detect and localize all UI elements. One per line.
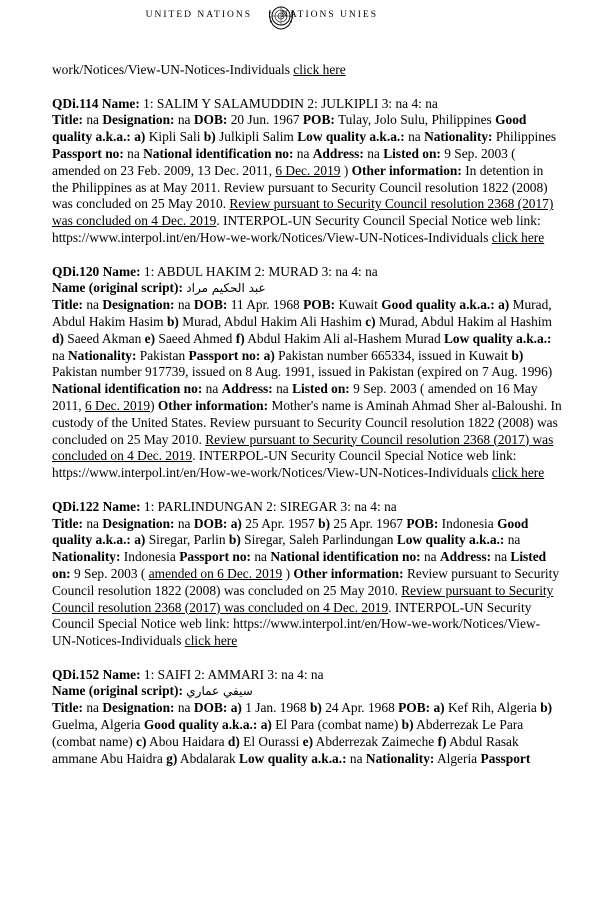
address-label: Address: [312,145,364,161]
alias-marker: e) [302,733,314,749]
alias-value: El Ourassi [239,733,303,749]
dob-marker: a) [230,515,242,531]
pob-value: Kef Rih, Algeria [444,700,541,716]
passport-label: Passport [480,750,531,766]
alias-value: Saeed Ahmed [155,330,236,346]
listed-on-end: ) [340,162,352,178]
other-info-end: . INTERPOL-UN Security Council Special Notice web link: https://www.interpol.int/en/How-we-work/Notices/View-UN-Notices-Individuals [52,213,541,245]
click-here-link[interactable]: click here [184,633,238,649]
passport-value: Pakistan number 917739, issued on 8 Aug. 1991, issued in Pakistan (expired on 7 Aug. 1996) [52,364,553,380]
designation-label: Designation: [102,112,175,128]
alias-marker: c) [136,733,147,749]
original-script-label: Name (original script): [52,683,183,699]
title-label: Title: [52,700,83,716]
dob-label: DOB: [193,515,228,531]
good-quality-label: Good quality a.k.a.: [52,112,527,145]
nationality-value: Algeria [434,750,481,766]
dob-marker: b) [318,515,331,531]
original-script-label: Name (original script): [52,280,183,296]
pob-marker: b) [540,700,553,716]
amendment-link[interactable]: 6 Dec. 2019 [84,397,151,413]
national-id-value: na [293,145,313,161]
title-value: na [83,297,103,313]
click-here-link[interactable]: click here [491,465,545,481]
nationality-value: Philippines [492,129,557,145]
alias-marker: f) [437,733,447,749]
alias-marker: d) [52,330,64,346]
good-quality-label: Good quality a.k.a.: [381,297,495,313]
alias-value: Abdul Rasak ammane Abu Haidra [52,733,519,766]
title-value: na [83,112,103,128]
name-label: Name: [102,666,141,682]
low-quality-value: na [404,129,425,145]
passport-marker: a) [263,347,275,363]
nationality-label: Nationality: [424,129,493,145]
nationality-value: Indonesia [120,549,180,565]
pob-value: Guelma, Algeria [52,717,144,733]
dob-value: 25 Apr. 1967 [330,515,407,531]
alias-marker: e) [144,330,156,346]
nationality-value: Pakistan [136,347,189,363]
entry-id: QDi.114 [52,95,99,111]
alias-value: Siregar, Saleh Parlindungan [240,532,397,548]
address-value: na [272,381,293,397]
alias-value: Abderrezak Le Para (combat name) [52,717,524,749]
alias-marker: f) [235,330,245,346]
designation-value: na [174,297,194,313]
other-info-value: Review pursuant to Security Council resolution 1822 (2008) was concluded on 25 May 2010. [52,565,560,598]
national-id-label: National identification no: [52,381,203,397]
name-value: 1: SALIM Y SALAMUDDIN 2: JULKIPLI 3: na 4: na [139,95,438,111]
dob-value: 20 Jun. 1967 [227,112,303,128]
designation-label: Designation: [102,297,175,313]
nationality-label: Nationality: [68,347,137,363]
passport-value: na [123,145,144,161]
document-body [52,62,562,767]
alias-marker: b) [228,532,241,548]
passport-label: Passport no: [188,347,261,363]
pob-value: Kuwait [335,297,382,313]
other-info-end: . INTERPOL-UN Security Council Special Notice web link: https://www.interpol.int/en/How-we-work/Notices/View-UN-Notices-Individuals [52,448,517,481]
address-label: Address: [221,381,273,397]
name-value: 1: ABDUL HAKIM 2: MURAD 3: na 4: na [140,263,378,279]
title-label: Title: [52,515,83,531]
designation-label: Designation: [102,700,175,716]
entry-qdi-152 [52,667,562,768]
title-value: na [83,700,103,716]
entry-qdi-122 [52,499,562,650]
low-quality-value: na [52,347,68,363]
low-quality-label: Low quality a.k.a.: [239,750,347,766]
other-info-end: . INTERPOL-UN Security Council Special Notice web link: https://www.interpol.int/en/How-we-work/Notices/View-UN-Notices-Individuals [52,599,541,649]
nationality-label: Nationality: [52,549,121,565]
alias-value: Siregar, Parlin [145,532,229,548]
review-link[interactable]: Review pursuant to Security Council resolution 2368 (2017) was concluded on 4 Dec. 2019 [52,431,554,464]
listed-on-value: 9 Sep. 2003 ( [70,565,149,581]
address-label: Address: [439,549,492,565]
title-label: Title: [52,297,83,313]
designation-value: na [174,515,194,531]
national-id-label: National identification no: [270,549,421,565]
listed-on-end: ) [282,565,294,581]
alias-value: Abderrezak Zaimeche [313,733,438,749]
alias-value: Murad, Abdul Hakim Ali Hashim [178,313,366,329]
entry-id: QDi.120 [52,263,100,279]
alias-value: Abdul Hakim Ali al-Hashem Murad [244,330,444,346]
pob-value: Indonesia [438,515,498,531]
alias-value: Abdalarak [177,750,240,766]
listed-on-value: 9 Sep. 2003 ( amended on 16 May 2011, [52,381,538,413]
original-script-value: سيفي عماري [186,684,253,699]
dob-value: 11 Apr. 1968 [227,297,304,313]
low-quality-label: Low quality a.k.a.: [396,532,505,548]
header-right-text: NATIONS UNIES [281,10,378,20]
title-label: Title: [52,112,83,128]
designation-value: na [174,700,194,716]
alias-marker: g) [166,750,178,766]
title-value: na [83,515,103,531]
low-quality-value: na [504,532,521,548]
listed-on-label: Listed on: [383,145,441,161]
listed-on-end: ) [150,397,158,413]
entry-id: QDi.122 [52,498,100,514]
other-info-label: Other information: [351,162,462,178]
alias-marker: b) [401,717,414,733]
dob-value: 24 Apr. 1968 [321,700,399,716]
address-value: na [363,145,384,161]
listed-on-label: Listed on: [52,549,547,581]
pob-label: POB: [406,515,439,531]
designation-value: na [174,112,194,128]
dob-label: DOB: [193,700,228,716]
passport-label: Passport no: [52,145,124,161]
national-id-label: National identification no: [143,145,294,161]
national-id-value: na [420,549,440,565]
low-quality-label: Low quality a.k.a.: [297,129,405,145]
passport-value: Pakistan number 665334, issued in Kuwait [274,347,512,363]
other-info-label: Other information: [293,565,404,581]
dob-value: 1 Jan. 1968 [241,700,310,716]
alias-marker: d) [227,733,240,749]
passport-value: na [251,549,271,565]
entry-qdi-114 [52,96,562,247]
alias-marker: c) [365,313,376,329]
other-info-label: Other information: [157,397,269,413]
pob-label: POB: [398,700,431,716]
alias-value: El Para (combat name) [271,717,402,733]
designation-label: Designation: [102,515,175,531]
other-info-value: In detention in the Philippines as at May 2011. Review pursuant to Security Council resolution 1822 (2008) was concluded on 25 May 2010. [52,162,548,212]
pob-label: POB: [303,297,336,313]
intro-text: work/Notices/View-UN-Notices-Individuals [52,62,294,77]
amendment-link[interactable]: amended on 6 Dec. 2019 [148,565,283,581]
page-header [0,0,600,44]
address-value: na [491,549,511,565]
alias-marker: a) [498,297,510,313]
click-here-link[interactable]: click here [491,229,545,245]
name-label: Name: [101,95,140,111]
listed-on-value: 9 Sep. 2003 ( amended on 23 Feb. 2009, 13 Dec. 2011, [52,145,516,178]
dob-marker: a) [230,700,242,716]
alias-value: Abou Haidara [146,733,228,749]
listed-on-label: Listed on: [292,381,350,397]
alias-value: Murad, Abdul Hakim Hasim [52,297,552,329]
other-info-value: Mother's name is Aminah Ahmad Sher al-Baloushi. In custody of the United States. Review pursuant to Security Council resolution 1822 (2008) was concluded on 25 May 2010. [52,397,562,447]
header-left-text: UNITED NATIONS [145,10,252,20]
low-quality-label: Low quality a.k.a.: [444,330,552,346]
original-script-value: عبد الحكيم مراد [186,281,266,296]
alias-marker: a) [134,129,146,145]
alias-marker: b) [203,129,216,145]
entry-id: QDi.152 [52,666,100,682]
intro-line [52,62,562,79]
name-label: Name: [102,498,141,514]
entry-qdi-120 [52,264,562,482]
alias-value: Julkipli Salim [215,129,298,145]
name-value: 1: SAIFI 2: AMMARI 3: na 4: na [140,666,324,682]
dob-marker: b) [309,700,322,716]
alias-value: Murad, Abdul Hakim al Hashim [375,313,552,329]
pob-label: POB: [302,112,335,128]
good-quality-label: Good quality a.k.a.: [52,515,529,548]
alias-marker: b) [166,313,179,329]
review-link[interactable]: Review pursuant to Security Council resolution 2368 (2017) was concluded on 4 Dec. 2019 [52,196,554,229]
dob-label: DOB: [193,297,228,313]
low-quality-value: na [346,750,366,766]
review-link[interactable]: Review pursuant to Security Council resolution 2368 (2017) was concluded on 4 Dec. 2019 [52,582,554,615]
pob-marker: a) [433,700,445,716]
amendment-link[interactable]: 6 Dec. 2019 [275,162,341,178]
pob-value: Tulay, Jolo Sulu, Philippines [334,112,496,128]
name-label: Name: [102,263,141,279]
good-quality-label: Good quality a.k.a.: [143,717,258,733]
alias-marker: a) [134,532,146,548]
alias-marker: a) [260,717,272,733]
name-value: 1: PARLINDUNGAN 2: SIREGAR 3: na 4: na [140,498,397,514]
dob-value: 25 Apr. 1957 [241,515,319,531]
passport-label: Passport no: [179,549,251,565]
dob-label: DOB: [193,112,228,128]
alias-value: Kipli Sali [145,129,204,145]
alias-value: Saeed Akman [63,330,145,346]
national-id-value: na [202,381,222,397]
nationality-label: Nationality: [365,750,435,766]
click-here-link[interactable]: click here [293,62,346,77]
passport-marker: b) [511,347,524,363]
